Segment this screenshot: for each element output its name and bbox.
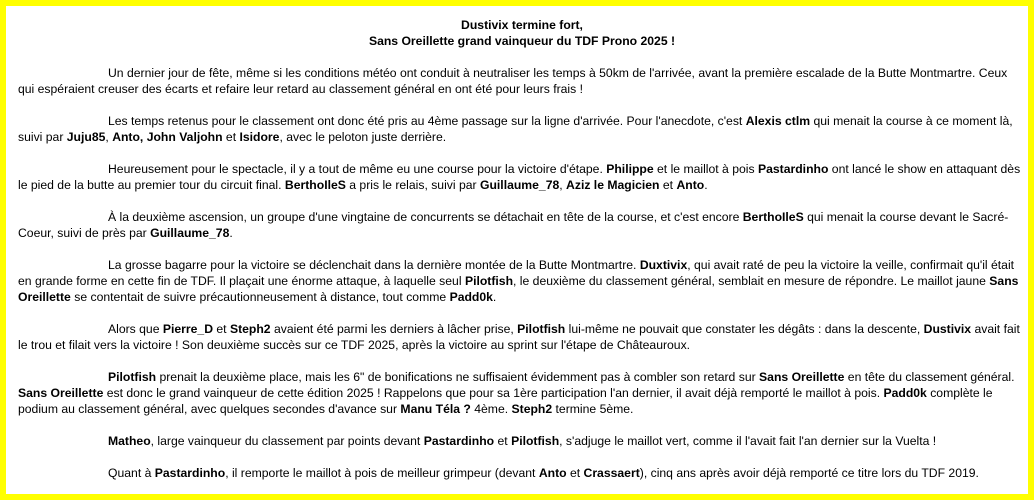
paragraph-text: et xyxy=(222,130,240,144)
paragraph-text: . xyxy=(704,178,708,192)
document-body xyxy=(18,17,1026,481)
paragraph-text: est donc le grand vainqueur de cette édition 2025 ! Rappelons que pour sa 1ère participation l'an dernier, il avait déjà remporté le maillot à pois. xyxy=(103,386,884,400)
article-paragraphs xyxy=(18,65,1026,481)
bold-name: Pilotfish xyxy=(108,370,157,384)
paragraph-text: Heureusement pour le spectacle, il y a tout de même eu une course pour la victoire d'étape. xyxy=(108,162,607,176)
paragraph-text: Quant à xyxy=(108,466,155,480)
bold-name: Philippe xyxy=(606,162,654,176)
bold-name: Guillaume_78 xyxy=(150,226,230,240)
paragraph xyxy=(18,161,1026,193)
paragraph-text: prenait la deuxième place, mais les 6" de bonifications ne suffisaient évidemment pas à combler son retard sur xyxy=(156,370,760,384)
article-title xyxy=(18,17,1026,49)
paragraph-text: Alors que xyxy=(108,322,163,336)
bold-name: Pilotfish xyxy=(511,434,560,448)
bold-name: Padd0k xyxy=(449,290,493,304)
paragraph xyxy=(18,433,1026,449)
paragraph-text: et le maillot à pois xyxy=(653,162,758,176)
bold-name: BerthoIleS xyxy=(742,210,804,224)
bold-name: Pilotfish xyxy=(517,322,566,336)
paragraph-text: , qui avait raté de peu la victoire la veille, confirmait qu'il était en grande forme en cette fin de TDF. Il plaçait une énorme attaque, à laquelle seul xyxy=(18,258,1015,288)
bold-name: Padd0k xyxy=(883,386,927,400)
paragraph-text: , il remporte le maillot à pois de meilleur grimpeur (devant xyxy=(225,466,539,480)
bold-name: Pastardinho xyxy=(154,466,226,480)
paragraph-text: La grosse bagarre pour la victoire se déclenchait dans la dernière montée de la Butte Montmartre. xyxy=(108,258,640,272)
bold-name: Anto xyxy=(676,178,705,192)
bold-name: Manu Téla ? xyxy=(400,402,471,416)
paragraph-text: , xyxy=(559,178,567,192)
paragraph xyxy=(18,65,1026,97)
bold-name: Sans Oreillette xyxy=(759,370,845,384)
paragraph-text: ), cinq ans après avoir déjà remporté ce titre lors du TDF 2019. xyxy=(639,466,979,480)
paragraph xyxy=(18,113,1026,145)
paragraph-text: en tête du classement général. xyxy=(844,370,1015,384)
paragraph-text: et xyxy=(566,466,584,480)
bold-name: Crassaert xyxy=(583,466,640,480)
paragraph-text: a pris le relais, suivi par xyxy=(345,178,480,192)
paragraph-text: , large vainqueur du classement par points devant xyxy=(150,434,424,448)
paragraph xyxy=(18,209,1026,241)
paragraph-text: termine 5ème. xyxy=(552,402,634,416)
bold-name: Anto, John Valjohn xyxy=(112,130,223,144)
paragraph-text: , le deuxième du classement général, semblait en mesure de répondre. Le maillot jaune xyxy=(513,274,990,288)
bold-name: Isidore xyxy=(239,130,280,144)
paragraph-text: complète le podium au classement général, avec quelques secondes d'avance sur xyxy=(18,386,993,416)
paragraph-text: Les temps retenus pour le classement ont donc été pris au 4ème passage sur la ligne d'arrivée. Pour l'anecdote, c'est xyxy=(108,114,746,128)
paragraph-text: . xyxy=(492,290,497,304)
paragraph-text: 4ème. xyxy=(470,402,512,416)
paragraph-text: se contentait de suivre précautionneusement à distance, tout comme xyxy=(70,290,450,304)
title-line-1: Dustivix termine fort, xyxy=(461,18,583,32)
paragraph-text: ont lancé le show en attaquant dès le pied de la butte au premier tour du circuit final. xyxy=(18,162,1021,192)
paragraph-text: et xyxy=(213,322,230,336)
paragraph-text: , avec le peloton juste derrière. xyxy=(279,130,447,144)
bold-name: Dustivix xyxy=(923,322,972,336)
paragraph-text: avaient été parmi les derniers à lâcher prise, xyxy=(270,322,518,336)
paragraph-text: avait fait le trou et filait vers la victoire ! Son deuxième succès sur ce TDF 2025, après la victoire au sprint sur l'étape de Châteauroux. xyxy=(18,322,1020,352)
bold-name: Matheo xyxy=(108,434,151,448)
bold-name: Pierre_D xyxy=(162,322,214,336)
bold-name: Sans Oreillette xyxy=(18,386,104,400)
paragraph xyxy=(18,465,1026,481)
bold-name: Alexis ctlm xyxy=(745,114,811,128)
title-line-2: Sans Oreillette grand vainqueur du TDF Prono 2025 ! xyxy=(368,34,676,48)
paragraph xyxy=(18,257,1026,305)
bold-name: Anto xyxy=(538,466,567,480)
bold-name: Steph2 xyxy=(229,322,271,336)
paragraph-text: qui menait la course devant le Sacré-Coeur, suivi de près par xyxy=(18,210,1009,240)
paragraph-text: À la deuxième ascension, un groupe d'une vingtaine de concurrents se détachait en tête de la course, et c'est encore xyxy=(108,210,743,224)
paragraph xyxy=(18,369,1026,417)
paragraph-text: Un dernier jour de fête, même si les conditions météo ont conduit à neutraliser les temps à 50km de l'arrivée, avant la première escalade de la Butte Montmartre. Ceux qui espéraient creuser des écarts et refaire leur retard au classement général en ont été pour leurs frais ! xyxy=(18,66,1008,96)
bold-name: Pastardinho xyxy=(423,434,495,448)
paragraph-text: et xyxy=(659,178,677,192)
bold-name: Pastardinho xyxy=(757,162,829,176)
paragraph-text: , xyxy=(105,130,113,144)
paragraph-text: . xyxy=(229,226,233,240)
bold-name: Juju85 xyxy=(66,130,106,144)
paragraph-text: qui menait la course à ce moment là, suivi par xyxy=(18,114,1013,144)
bold-name: BerthoIleS xyxy=(284,178,346,192)
bold-name: Pilotfish xyxy=(464,274,514,288)
bold-name: Guillaume_78 xyxy=(480,178,560,192)
paragraph xyxy=(18,321,1026,353)
bold-name: Aziz le Magicien xyxy=(566,178,660,192)
paragraph-text: , s'adjuge le maillot vert, comme il l'avait fait l'an dernier sur la Vuelta ! xyxy=(559,434,937,448)
paragraph-text: et xyxy=(494,434,512,448)
bold-name: Duxtivix xyxy=(639,258,688,272)
bold-name: Sans Oreillette xyxy=(18,274,1019,304)
bold-name: Steph2 xyxy=(511,402,553,416)
paragraph-text: lui-même ne pouvait que constater les dégâts : dans la descente, xyxy=(565,322,924,336)
